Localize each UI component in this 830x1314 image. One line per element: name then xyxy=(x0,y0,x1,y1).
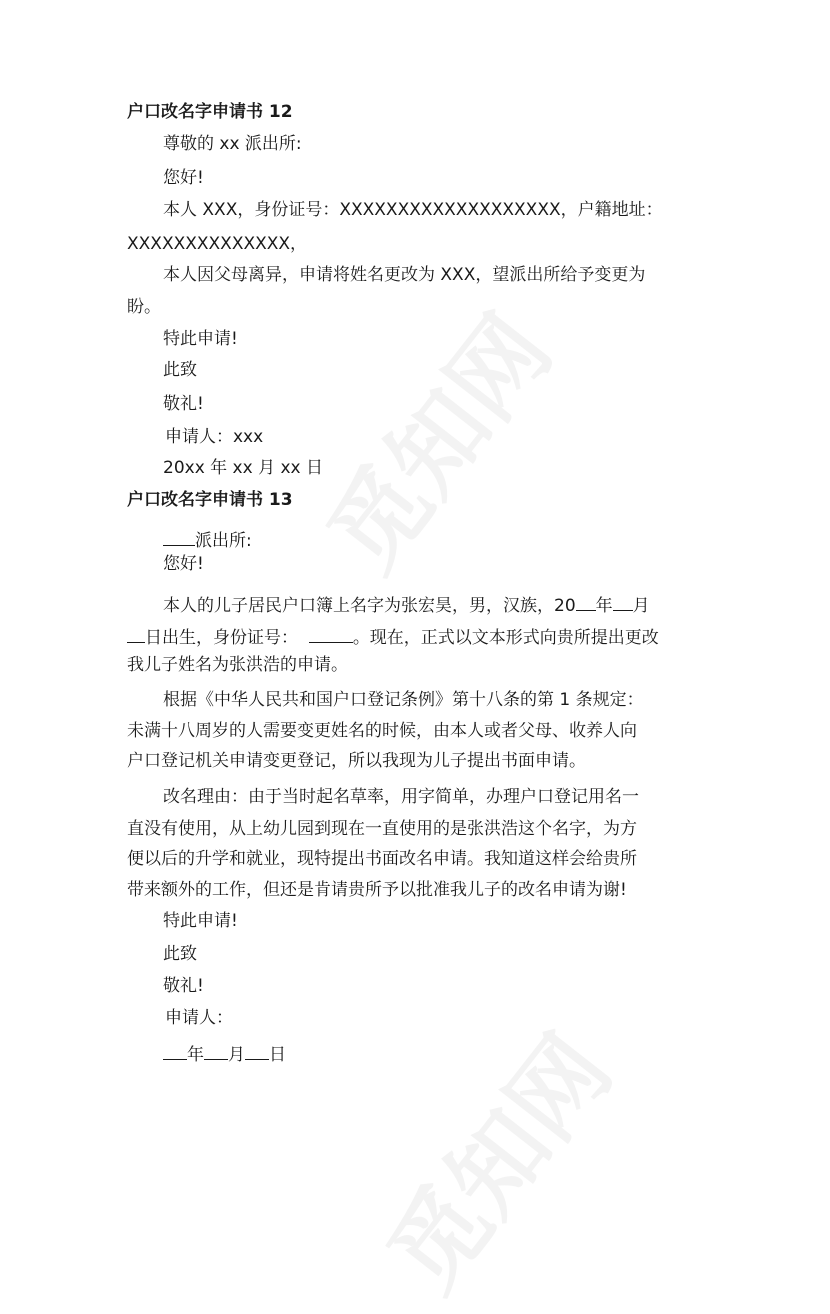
greeting xyxy=(163,527,252,552)
section-title-13: 户口改名字申请书 13 xyxy=(127,490,293,510)
blank-underline xyxy=(163,527,195,546)
text-segment: 日出生，身份证号： xyxy=(145,628,298,648)
paragraph-line: 本人因父母离异，申请将姓名更改为 XXX，望派出所给予变更为 xyxy=(163,265,646,285)
watermark-center xyxy=(291,283,576,594)
paragraph-line: 本人 XXX，身份证号：XXXXXXXXXXXXXXXXXXX，户籍地址： xyxy=(163,200,663,220)
text-segment: 。现在，正式以文本形式向贵所提出更改 xyxy=(352,628,659,648)
blank-underline xyxy=(309,624,353,643)
blank-underline xyxy=(127,624,145,643)
date-year: 年 xyxy=(187,1045,204,1065)
text-segment: 本人的儿子居民户口簿上名字为张宏昊，男，汉族，20 xyxy=(163,596,576,616)
paragraph-line: 直没有使用，从上幼儿园到现在一直使用的是张洪浩这个名字，为方 xyxy=(127,819,637,839)
section-title-12: 户口改名字申请书 12 xyxy=(127,102,293,122)
date-month: 月 xyxy=(228,1045,245,1065)
paragraph-line: 带来额外的工作，但还是肯请贵所予以批准我儿子的改名申请为谢! xyxy=(127,880,627,900)
paragraph-line: 便以后的升学和就业，现特提出书面改名申请。我知道这样会给贵所 xyxy=(127,849,637,869)
closing-zhizhi: 此致 xyxy=(163,360,197,380)
greeting-text: 派出所: xyxy=(195,531,252,551)
date-day: 日 xyxy=(269,1045,286,1065)
paragraph-line xyxy=(127,624,659,649)
blank-underline xyxy=(245,1041,269,1060)
applicant: 申请人： xyxy=(165,1008,233,1028)
paragraph-line: 改名理由：由于当时起名草率，用字简单，办理户口登记用名一 xyxy=(163,787,639,807)
paragraph-line: 我儿子姓名为张洪浩的申请。 xyxy=(127,655,348,675)
watermark-bottom xyxy=(351,1003,636,1314)
blank-underline xyxy=(204,1041,228,1060)
applicant: 申请人：xxx xyxy=(165,427,264,447)
blank-underline xyxy=(576,592,596,611)
text-segment: 年 xyxy=(595,596,613,616)
closing-request: 特此申请! xyxy=(163,911,238,931)
text-segment: 月 xyxy=(632,596,650,616)
paragraph-line: 盼。 xyxy=(127,297,161,317)
hello: 您好! xyxy=(163,168,204,188)
date: 20xx 年 xx 月 xx 日 xyxy=(163,458,324,478)
closing-zhizhi: 此致 xyxy=(163,944,197,964)
paragraph-line xyxy=(163,592,650,617)
closing-jingli: 敬礼! xyxy=(163,394,204,414)
paragraph-line: 未满十八周岁的人需要变更姓名的时候，由本人或者父母、收养人向 xyxy=(127,721,637,741)
blank-underline xyxy=(613,592,633,611)
closing-request: 特此申请! xyxy=(163,329,238,349)
hello: 您好! xyxy=(163,554,204,574)
paragraph-line: 户口登记机关申请变更登记，所以我现为儿子提出书面申请。 xyxy=(127,751,586,771)
paragraph-line: XXXXXXXXXXXXXX， xyxy=(127,234,308,254)
closing-jingli: 敬礼! xyxy=(163,976,204,996)
paragraph-line: 根据《中华人民共和国户口登记条例》第十八条的第 1 条规定： xyxy=(163,690,644,710)
date xyxy=(163,1041,286,1066)
blank-underline xyxy=(163,1041,187,1060)
greeting: 尊敬的 xx 派出所: xyxy=(163,134,302,154)
